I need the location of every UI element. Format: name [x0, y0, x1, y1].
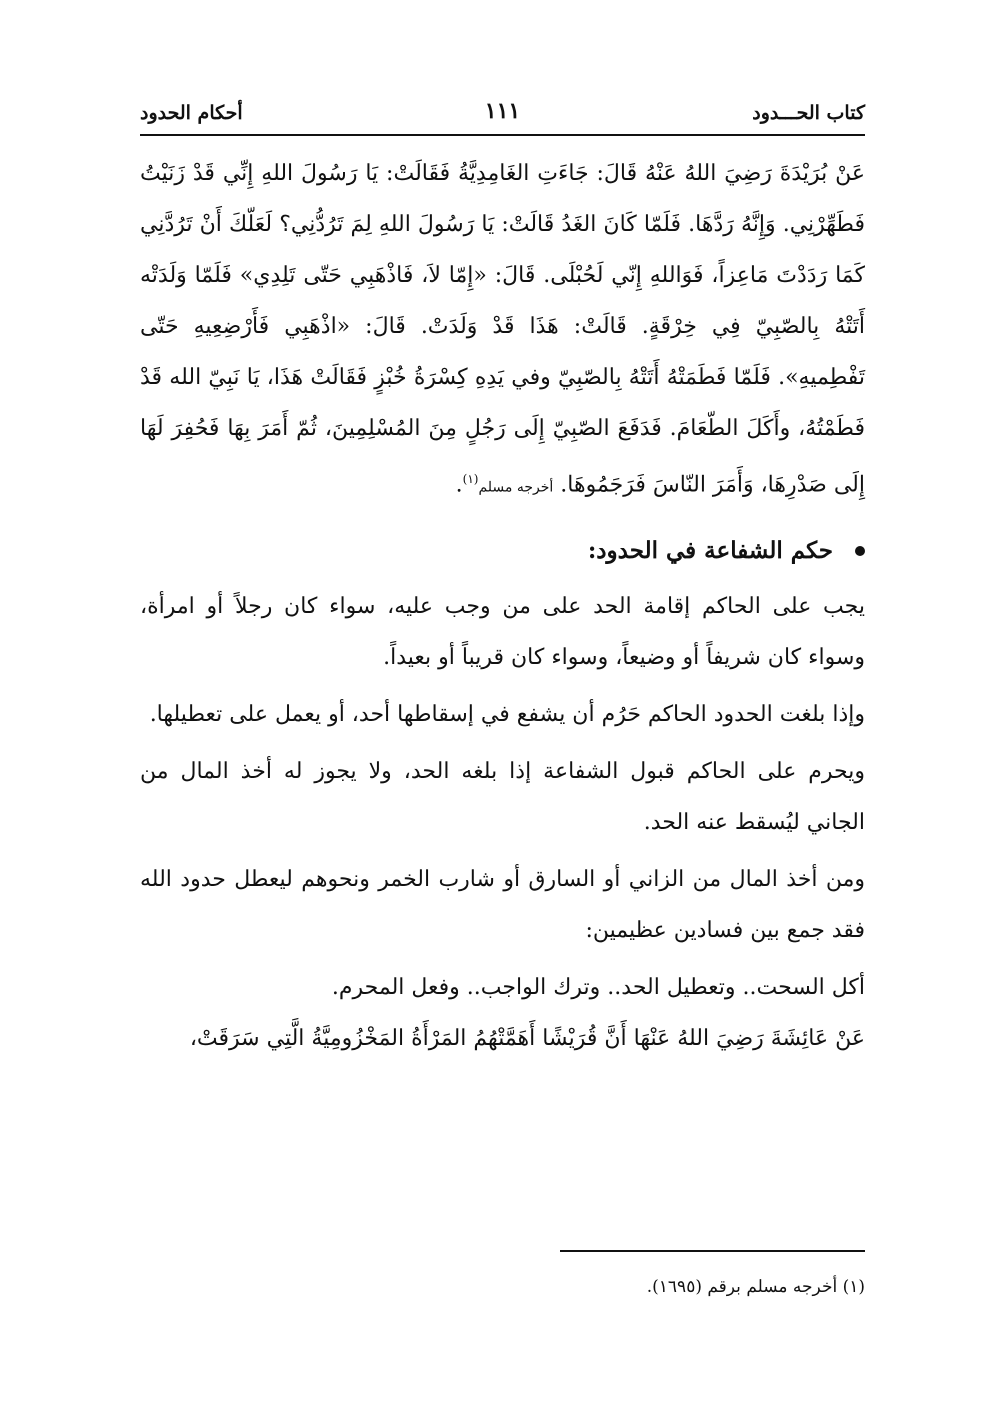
paragraph-intercession: وإذا بلغت الحدود الحاكم حَرُم أن يشفع في إسقاطها أحد، أو يعمل على تعطيلها. [149, 702, 865, 728]
bullet-icon [855, 546, 865, 556]
footnote-marker: (١) [462, 472, 479, 486]
section-heading-text: حكم الشفاعة في الحدود: [587, 537, 833, 565]
hadith-source: أخرجه مسلم [478, 479, 554, 496]
hadith-aisha-start: عَنْ عَائِشَةَ رَضِيَ اللهُ عَنْهَا أَنَّ قُرَيْشًا أَهَمَّتْهُمُ المَرْأَةُ المَخْزُومِيَّةُ الَّتِي سَرَقَتْ، [189, 1026, 865, 1052]
paragraph-bribe: ويحرم على الحاكم قبول الشفاعة إذا بلغه الحد، ولا يجوز له أخذ المال من الجاني ليُسقط عنه الحد. [140, 759, 865, 836]
hadith-end-mark: . [455, 472, 463, 498]
paragraph-two-evils: ومن أخذ المال من الزاني أو السارق أو شارب الخمر ونحوهم ليعطل حدود الله فقد جمع بين فسادين عظيمين: [140, 867, 865, 944]
footnote: (١) أخرجه مسلم برقم (١٦٩٥). [646, 1277, 865, 1297]
page-number: ١١١ [484, 98, 521, 124]
hadith-buraydah [140, 148, 865, 513]
book-title: كتاب الحـــدود [752, 102, 865, 124]
section-title: أحكام الحدود [140, 102, 243, 124]
running-header [140, 96, 865, 130]
footnote-rule [560, 1250, 865, 1252]
evils-list-line: أكل السحت.. وتعطيل الحد.. وترك الواجب.. وفعل المحرم. [331, 975, 865, 1001]
header-rule [140, 134, 865, 136]
section-heading [140, 527, 865, 575]
hadith-buraydah-text: عَنْ بُرَيْدَةَ رَضِيَ اللهُ عَنْهُ قَالَ: جَاءَتِ الغَامِدِيَّةُ فَقَالَتْ: يَا رَسُولَ اللهِ إِنِّي قَدْ زَنَيْتُ فَطَهِّرْنِي. وَإِنَّهُ رَدَّهَا. فَلَمّا كَانَ الغَدُ قَالَتْ: يَا رَسُولَ اللهِ لِمَ تَرُدُّنِي؟ لَعَلّكَ أَنْ تَرُدَّنِي كَمَا رَدَدْتَ مَاعِزاً، فَوَاللهِ إِنّي لَحُبْلَى. قَالَ: «إِمّا لاَ، فَاذْهَبِي حَتّى تَلِدِي» فَلَمّا وَلَدَتْه أَتَتْهُ بِالصّبِيّ فِي خِرْقَةٍ. قَالَتْ: هَذَا قَدْ وَلَدَتْ. قَالَ: «اذْهَبِي فَأَرْضِعِيهِ حَتّى تَفْطِميهِ». فَلَمّا فَطَمَتْهُ أَتَتْهُ بِالصّبِيّ وفي يَدِهِ كِسْرَةُ خُبْزٍ فَقَالَتْ هَذَا، يَا نَبِيّ الله قَدْ فَطَمْتُهُ، وأَكَلَ الطّعَامَ. فَدَفَعَ الصّبِيّ إِلَى رَجُلٍ مِنَ المُسْلِمِينَ، ثُمّ أَمَرَ بِهَا فَحُفِرَ لَهَا إِلَى صَدْرِهَا، وَأَمَرَ النّاسَ فَرَجَمُوهَا. [140, 161, 865, 498]
main-text [140, 148, 865, 1064]
paragraph-obligation: يجب على الحاكم إقامة الحد على من وجب عليه، سواء كان رجلاً أو امرأة، وسواء كان شريفاً أو وضيعاً، وسواء كان قريباً أو بعيداً. [140, 594, 865, 671]
